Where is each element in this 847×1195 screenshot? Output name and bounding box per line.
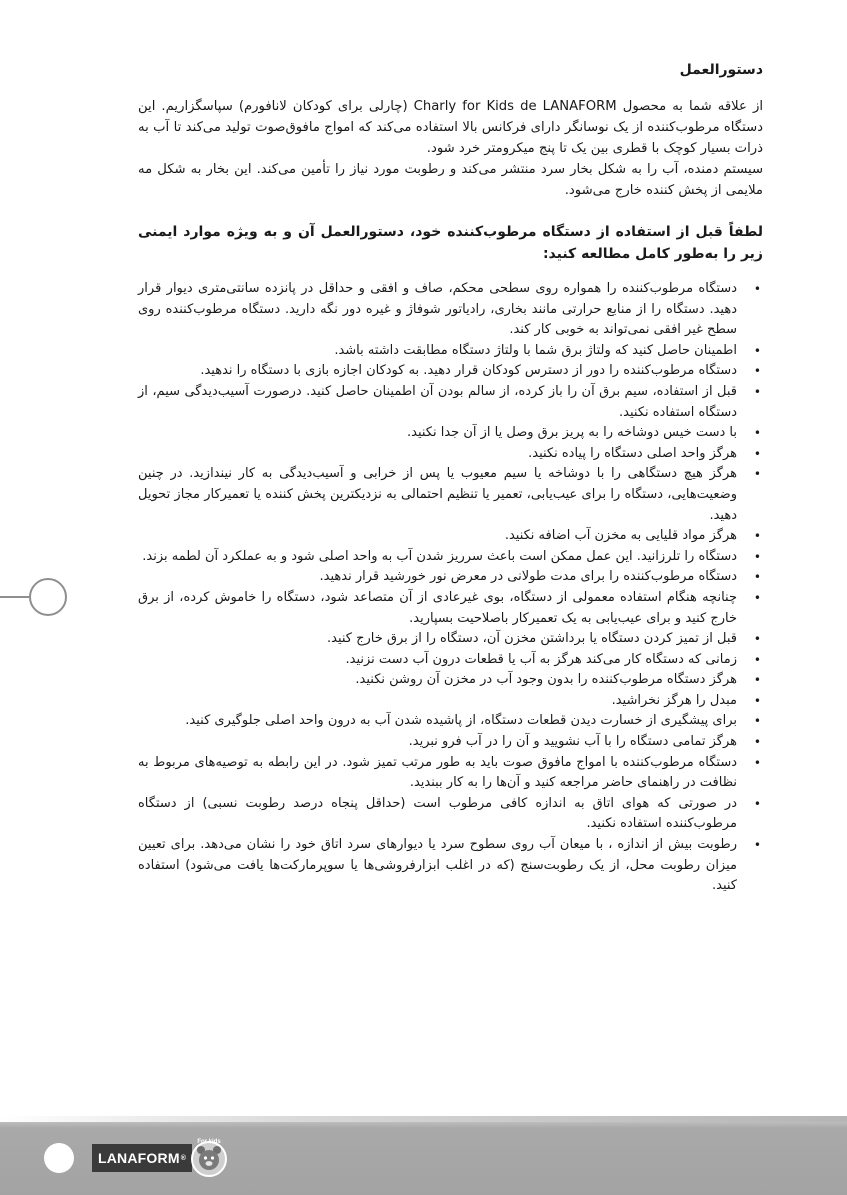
- list-item: • قبل از تمیز کردن دستگاه یا برداشتن مخزن آن، دستگاه را از برق خارج کنید.: [138, 629, 737, 650]
- bullet-icon: •: [753, 755, 761, 770]
- list-item: • هرگز واحد اصلی دستگاه را پیاده نکنید.: [138, 444, 737, 465]
- list-item: • برای پیشگیری از خسارت دیدن قطعات دستگاه، از پاشیده شدن آب به درون واحد اصلی جلوگیری کنید.: [138, 711, 737, 732]
- list-item: • دستگاه مرطوب‌کننده را همواره روی سطحی محکم، صاف و افقی و حداقل در پانزده سانتی‌متری دیوار قرار دهید. دستگاه را از منابع حرارتی مانند بخاری، رادیاتور شوفاژ و غیره دور نگه دارید. دستگاه مرطوب‌کننده روی سطح غیر افقی نمی‌تواند به خوبی کار کند.: [138, 281, 761, 338]
- side-tab-line: [0, 596, 30, 598]
- bullet-icon: •: [753, 735, 761, 750]
- bullet-icon: •: [753, 673, 761, 688]
- bullet-icon: •: [753, 426, 761, 441]
- list-item: • قبل از استفاده، سیم برق آن را باز کرده، از سالم بودن آن اطمینان حاصل کنید. درصورت آسیب‌دیدگی سیم، از دستگاه استفاده نکنید.: [138, 383, 761, 420]
- bullet-icon: •: [753, 796, 761, 811]
- bullet-icon: •: [753, 632, 761, 647]
- bullet-icon: •: [753, 364, 761, 379]
- list-item: • مبدل را هرگز نخراشید.: [138, 691, 737, 712]
- list-item: • در صورتی که هوای اتاق به اندازه کافی مرطوب است (حداقل پنجاه درصد رطوبت نسبی) از دستگاه مرطوب‌کننده استفاده نکنید.: [138, 795, 761, 832]
- bullet-icon: •: [753, 446, 761, 461]
- list-item: • هرگز تمامی دستگاه را با آب نشویید و آن را در آب فرو نبرید.: [138, 732, 737, 753]
- page-title: دستورالعمل: [679, 62, 763, 78]
- bullet-icon: •: [753, 590, 761, 605]
- bullet-icon: •: [753, 570, 761, 585]
- intro-paragraph-2: سیستم دمنده، آب را به شکل بخار سرد منتشر می‌کند و رطوبت مورد نیاز را تأمین می‌کند. این بخار به شکل مه ملایمی از پخش کننده خارج می‌شود.: [138, 162, 763, 198]
- intro-paragraph-1: از علاقه شما به محصول Charly for Kids de LANAFORM (چارلی برای کودکان لانافورم) سپاسگزاریم. این دستگاه مرطوب‌کننده از یک نوسانگر دارای فرکانس بالا استفاده می‌کند که امواج مافوق‌صوت تولید می‌کند تا آب به ذرات بسیار کوچک با قطری بین یک تا پنج میکرومتر خرد شود.: [138, 99, 763, 156]
- brand-logo: [92, 1144, 192, 1172]
- safety-rules-list: [138, 279, 763, 897]
- document-body: [138, 62, 763, 897]
- bullet-icon: •: [753, 384, 761, 399]
- list-item: • دستگاه مرطوب‌کننده با امواج مافوق صوت باید به طور مرتب تمیز شود. در این رابطه به توصیه‌های مربوط به نظافت در راهنمای حاضر مراجعه کنید و آن‌ها را به کار ببندید.: [138, 754, 761, 791]
- list-item: • دستگاه مرطوب‌کننده را برای مدت طولانی در معرض نور خورشید قرار ندهید.: [138, 567, 737, 588]
- bullet-icon: •: [753, 467, 761, 482]
- list-item: • اطمینان حاصل کنید که ولتاژ برق شما با ولتاژ دستگاه مطابقت داشته باشد.: [138, 341, 737, 362]
- list-item: • زمانی که دستگاه کار می‌کند هرگز به آب یا قطعات درون آب دست نزنید.: [138, 650, 737, 671]
- bullet-icon: •: [753, 693, 761, 708]
- list-item: • دستگاه مرطوب‌کننده را دور از دسترس کودکان قرار دهید. به کودکان اجازه بازی با دستگاه را ندهید.: [138, 361, 737, 382]
- page-number-circle: [44, 1143, 74, 1173]
- logo-text: LANAFORM: [98, 1150, 180, 1166]
- safety-warning: لطفاً قبل از استفاده از دستگاه مرطوب‌کننده خود، دستورالعمل آن و به ویژه موارد ایمنی زیر را به‌طور کامل مطالعه کنید:: [138, 224, 763, 262]
- bullet-icon: •: [753, 549, 761, 564]
- bullet-icon: •: [753, 282, 761, 296]
- list-item: • هرگز هیچ دستگاهی را با دوشاخه یا سیم معیوب یا پس از خرابی و آسیب‌دیدگی به کار نیندازید. در چنین وضعیت‌هایی، دستگاه را برای عیب‌یابی، تعمیر یا تنظیم احتمالی به نزدیکترین پخش کننده یا تعمیرکار مجاز تحویل دهید.: [138, 466, 761, 523]
- list-item: • هرگز دستگاه مرطوب‌کننده را بدون وجود آب در مخزن آن روشن نکنید.: [138, 670, 737, 691]
- list-item: • رطوبت بیش از اندازه ، با میعان آب روی سطوح سرد یا دیوارهای سرد اتاق خود را نشان می‌دهد. برای تعیین میزان رطوبت محل، از یک رطوبت‌سنج (که در اغلب ابزارفروشی‌ها یا سوپرمارکت‌ها یافت می‌شود) استفاده کنید.: [138, 837, 761, 894]
- bear-mascot-icon: [188, 1136, 230, 1178]
- registered-mark: ®: [180, 1154, 187, 1162]
- bullet-icon: •: [753, 838, 761, 853]
- bullet-icon: •: [753, 343, 761, 358]
- bullet-icon: •: [753, 714, 761, 729]
- list-item: • چنانچه هنگام استفاده معمولی از دستگاه، بوی غیرعادی از آن متصاعد شود، دستگاه را خاموش کرده، از برق خارج کنید و برای عیب‌یابی به یک تعمیرکار باصلاحیت بسپارید.: [138, 589, 761, 626]
- list-item: • هرگز مواد قلیایی به مخزن آب اضافه نکنید.: [138, 526, 737, 547]
- intro-section: [138, 96, 763, 201]
- list-item: • دستگاه را تلرزانید. این عمل ممکن است باعث سرریز شدن آب به واحد اصلی شود و به عملکرد آن لطمه بزند.: [138, 547, 737, 568]
- list-item: • با دست خیس دوشاخه را به پریز برق وصل یا از آن جدا نکنید.: [138, 423, 737, 444]
- mascot-label: For kids: [197, 1139, 221, 1145]
- bullet-icon: •: [753, 652, 761, 667]
- side-tab-circle: [29, 578, 67, 616]
- bullet-icon: •: [753, 529, 761, 544]
